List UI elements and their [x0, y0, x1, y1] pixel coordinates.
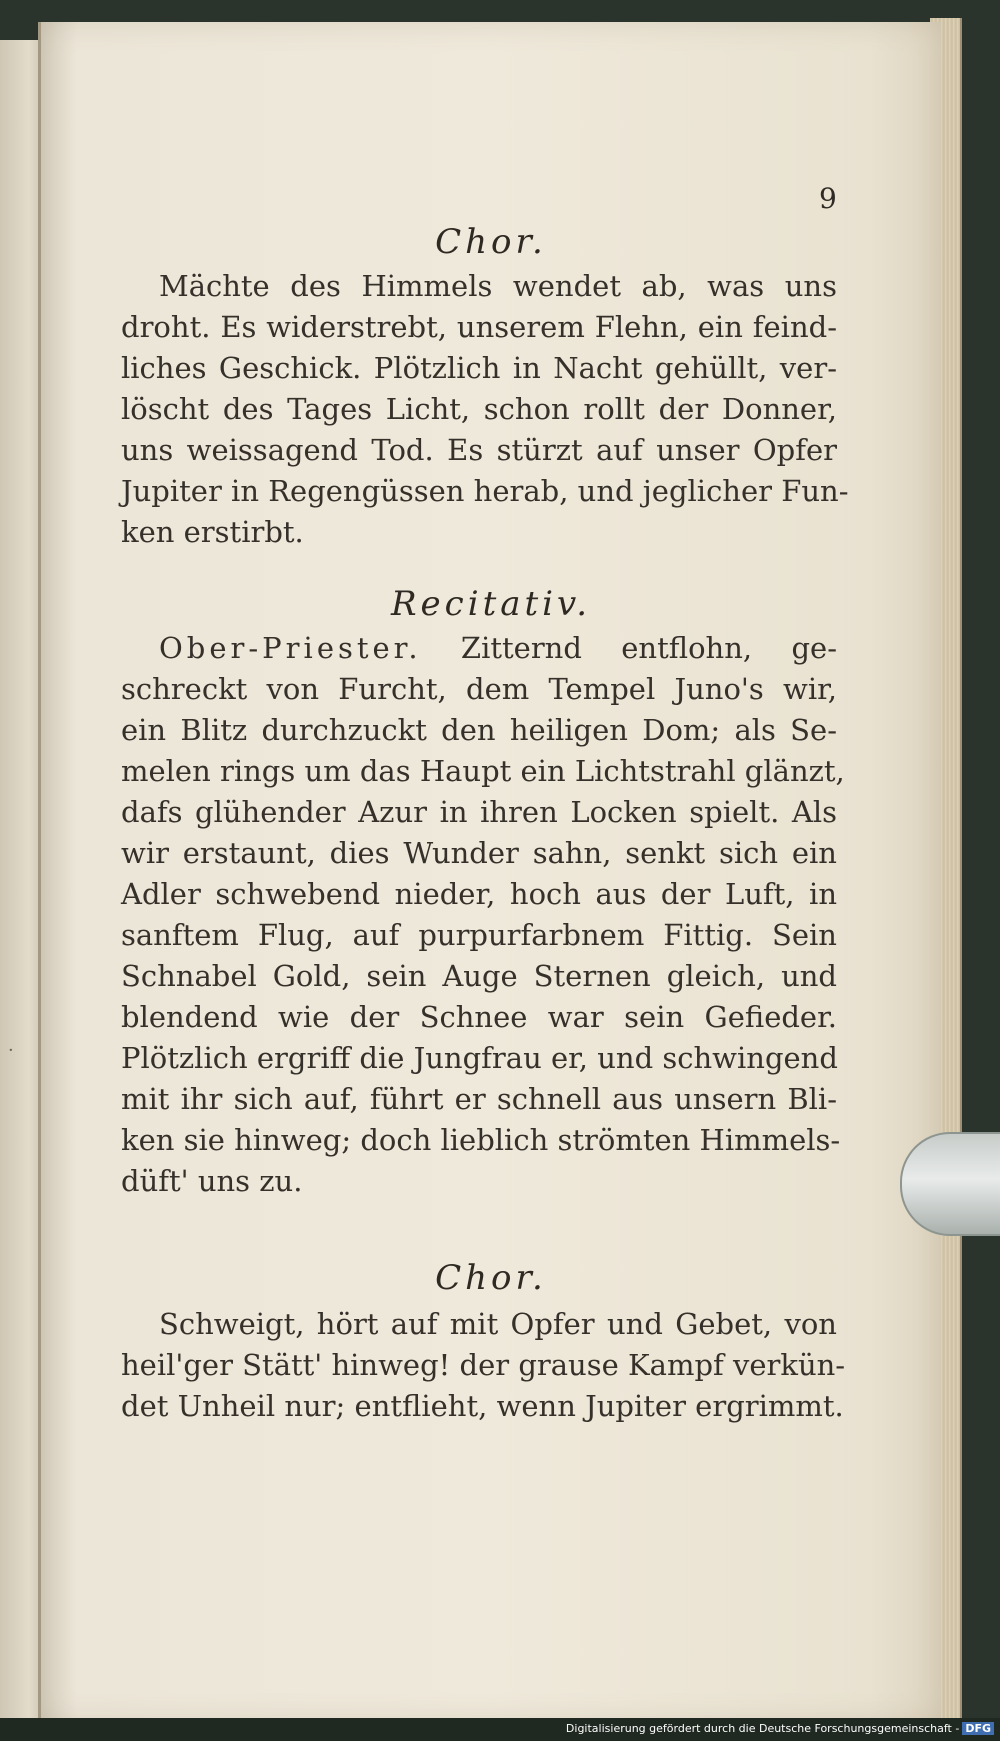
text-line: ein Blitz durchzuckt den heiligen Dom; als Se-: [121, 713, 837, 747]
footer-credit: [566, 1722, 994, 1735]
page-number: 9: [819, 182, 837, 215]
text-line: droht. Es widerstrebt, unserem Flehn, ein feind-: [121, 310, 837, 344]
speaker-name: Ober-Priester.: [159, 631, 422, 665]
text-line: wir erstaunt, dies Wunder sahn, senkt sich ein: [121, 836, 837, 870]
text-line: schreckt von Furcht, dem Tempel Juno's wir,: [121, 672, 837, 706]
page-clip: [900, 1132, 1000, 1236]
text-line: Schnabel Gold, sein Auge Sternen gleich, und: [121, 959, 837, 993]
section-heading-chor-2: Chor.: [435, 1258, 547, 1298]
text-line: melen rings um das Haupt ein Lichtstrahl glänzt,: [121, 754, 845, 788]
text-line: heil'ger Stätt' hinweg! der grause Kampf verkün-: [121, 1348, 846, 1382]
text-line-first: [121, 628, 837, 669]
text-line: mit ihr sich auf, führt er schnell aus unsern Bli-: [121, 1082, 837, 1116]
credit-text: Digitalisierung gefördert durch die Deutsche Forschungsgemeinschaft -: [565, 1722, 960, 1735]
book-page: [38, 22, 941, 1722]
text-line: det Unheil nur; entflieht, wenn Jupiter ergrimmt.: [121, 1389, 844, 1423]
dfg-logo: DFG: [962, 1722, 994, 1735]
text-line: liches Geschick. Plötzlich in Nacht gehüllt, ver-: [121, 351, 837, 385]
text-line: löscht des Tages Licht, schon rollt der Donner,: [121, 392, 837, 426]
paragraph-recitativ: [121, 628, 845, 1202]
text-line: Schweigt, hört auf mit Opfer und Gebet, von: [159, 1307, 837, 1341]
text-line: düft' uns zu.: [121, 1164, 303, 1198]
text-line: Adler schwebend nieder, hoch aus der Luft, in: [121, 877, 837, 911]
text-line: ken erstirbt.: [121, 515, 304, 549]
section-heading-chor-1: Chor.: [435, 222, 547, 262]
text-fragment: Zitternd entflohn, ge-: [460, 631, 837, 665]
margin-mark: ·: [8, 1040, 14, 1061]
text-line: blendend wie der Schnee war sein Gefieder.: [121, 1000, 837, 1034]
text-line: Mächte des Himmels wendet ab, was uns: [159, 269, 837, 303]
text-line: ken sie hinweg; doch lieblich strömten Himmels-: [121, 1123, 841, 1157]
text-line: Plötzlich ergriff die Jungfrau er, und schwingend: [121, 1041, 838, 1075]
text-line: sanftem Flug, auf purpurfarbnem Fittig. Sein: [121, 918, 837, 952]
paragraph-chor-1: [121, 266, 849, 553]
text-line: Jupiter in Regengüssen herab, und jeglicher Fun-: [121, 474, 849, 508]
text-line: dafs glühender Azur in ihren Locken spielt. Als: [121, 795, 837, 829]
text-line: uns weissagend Tod. Es stürzt auf unser Opfer: [121, 433, 837, 467]
paragraph-chor-2: [121, 1304, 846, 1427]
section-heading-recitativ: Recitativ.: [390, 584, 592, 624]
